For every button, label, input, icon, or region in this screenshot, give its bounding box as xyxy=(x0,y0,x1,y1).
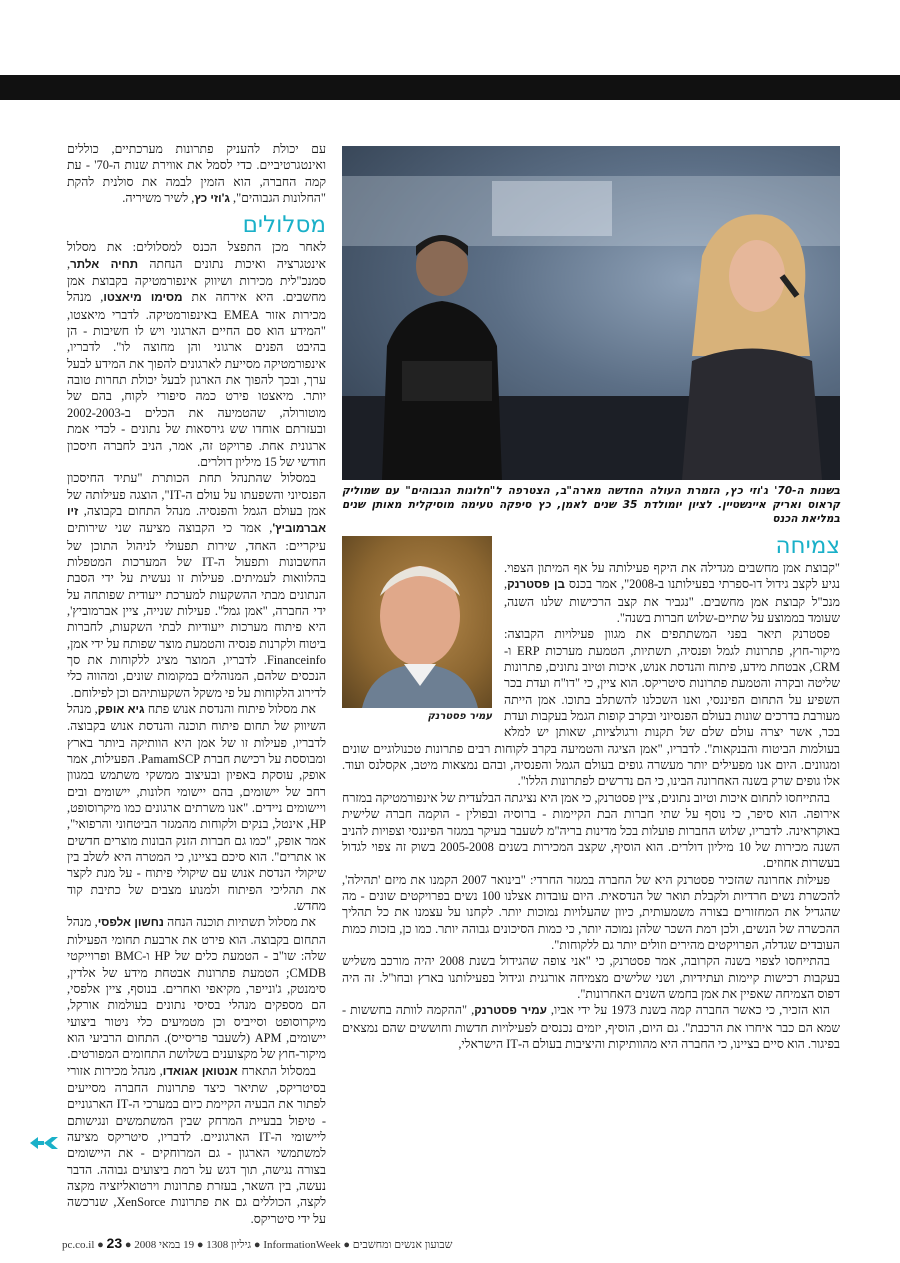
section-heading-growth: צמיחה xyxy=(775,533,840,559)
person-name: ג'וזי כץ xyxy=(194,192,230,206)
person-name: בן פסטרנק xyxy=(507,578,565,592)
paragraph-text: , מנהל מכירות אזורי בסיטריקס, שתיאר כיצד פתרונות החברה מסייעים לפתור את הבעיה הקיימת כיום במערכי ה-IT הארגוניים - טיפול בבעיית המרחק שבין המשתמשים ונגישותם ליישומי ה-IT הארגוניים. לדבריו, סיטריקס מציעה למשתמשי הארגון - גם המרוחקים - את היישומים בצורה נגישה, תוך דגש על רמת ביצועים גבוהה. הדבר נעשה, בין השאר, בעזרת פתרונות וירטואליזציה מקצה לקצה, הכוללים גם את פתרונות XenSorce, שנרכשה על ידי סיטריקס. xyxy=(67,1063,326,1226)
person-name: תחיה אלתר xyxy=(70,257,139,271)
stage-performance-photo xyxy=(342,146,840,480)
paragraph-text: , מנהל התחום בקבוצה. הוא פירט את ארבעת תחומי הפעילות שלה: שו"ב - הטמעת כלים של HP ו-BMC ופרוייקטי CMDB; הטמעת פתרונות אבטחת מידע של אלדין, סימנטק, ג'ונייפר, מקיאפי ואחרים. בנוסף, ציין אלפסי, הם מספקים מנהלי בסיסי נתונים בעולמות אורקל, מיקרוסופט וסייביס וכן מטמיעים כלי ניטור ביצועי יישומים, APM (לשעבר פריסייס). התחום הרביעי הוא מיקור-חוץ של מקצוענים בשלושת התחומים המפורטים. xyxy=(67,915,326,1062)
article-paragraph xyxy=(342,790,840,872)
footer-magazine: InformationWeek xyxy=(263,1239,341,1251)
paragraph-text: בהתייחסו לתחום איכות וטיוב נתונים, ציין פסטרנק, כי אמן היא נציגתה הבלעדית של אינפורמטיקה במזרח אירופה. הוא סיפר, כי נוסף על שתי חברות הבת הקיימות - ברוסיה ובפולין - הוקמה חברה שלישית באוקראינה. לדבריו, שלוש החברות פועלות בכל מדינות בריה"מ לשעבר בעיקר במגזר הפיננסי וצפויות להניב השנה מכירות של 10 מיליון דולרים. הוא הוסיף, שקצב המכירות בשנים 2005-2008 בשוק זה צפוי לגדול בעשרות אחוזים. xyxy=(342,790,840,871)
double-arrow-left-icon xyxy=(30,1136,58,1150)
person-name: נחשון אלפסי xyxy=(97,916,164,930)
footer-separator: ● xyxy=(343,1239,351,1251)
portrait-figure xyxy=(342,536,492,724)
person-name: גיא אופק xyxy=(97,703,145,716)
person-name: זיו אברמוביץ' xyxy=(67,504,326,536)
paragraph-text: , אמר כי הקבוצה מציעה שני שירותים עיקריים: האחד, שירות תפעולי לניהול התוכן של החשבונות ותפעול ה-IT של המערכות המטפלות בהלוואות לעמיתים. פעילות זו נעשית על ידי הסבת הנתונים מבתי ההשקעות למערכת ייעודית שפותחה על ידי החברה, "אמן גמל". פעילות שנייה, ציין אברמוביץ', היא פיתוח מערכות ייעודיות לבתי השקעות, לחברות ביטוח ולקרנות פנסיה והטמעת מוצר שפותח על ידי אמן, Financeinfo. לדבריו, המוצר מציג ללקוחות את סך הנכסים שלהם, המנוהלים במקומות שונים, ומהווה כלי לדירוג הלקוחות על פי משקל השקעותיהם וכן לפילוחם. xyxy=(67,521,326,700)
paragraph-text: , מנהל השיווק של תחום פיתוח תוכנה והנדסת אנוש בקבוצה. לדבריו, פעילות זו של אמן היא הוותיקה ביותר בארץ ומבוססת על רכישת חברת PamamSCP. הפעילות, אמר אופק, עוסקת באפיון ובעיצוב ממשקי משתמש במגוון רחב של יישומים, בהם יישומי חלונות, יישומים ובים ויישומים ניידים. "אנו משרתים ארגונים כמו מיקרוסופט, HP, אינטל, בנקים ולקוחות מהמגזר הביטחוני והרפואי", אמר אופק, "כמו גם חברות הזנק הבונות מוצרים חדשים או אתרים". הוא סיכם בציינו, כי המטרה היא לשלב בין שיקולי הנדסת אנוש עם שיקולי פיתוח - על מנת לקצר את תהליכי הפיתוח ולמנוע מצבים של כתיבת קוד מחדש. xyxy=(67,702,326,914)
section-heading-tracks: מסלולים xyxy=(242,212,326,239)
page-footer xyxy=(62,1235,492,1253)
article-paragraph xyxy=(342,953,840,1002)
article-paragraph xyxy=(67,470,326,701)
paragraph-text: לאחר מכן התפצל הכנס למסלולים: את מסלול אינטגרציה ואיכות נתונים הנחתה xyxy=(67,240,326,271)
person-name: אנטואן אגואדו xyxy=(162,1064,238,1078)
person-name: עמיר פסטרנק xyxy=(474,1004,547,1018)
page-number: 23 xyxy=(106,1235,123,1251)
tracks-section-body xyxy=(67,239,326,1227)
paragraph-text: , לשיר משיריה. xyxy=(122,191,195,206)
portrait-caption: עמיר פסטרנק xyxy=(427,711,492,722)
footer-issue: גיליון 1308 xyxy=(206,1239,252,1251)
paragraph-text: , "ההקמה לוותה בחששות - שמא הם כבר איחרו את הרכבת". גם היום, הוסיף, יזמים נכנסים לפעילויות חדשות וחוששים שהם נמצאים בפיגור. הוא סיים בציינו, כי החברה היא מהוותיקות והיציבות בעולם ה-IT הישראלי, xyxy=(342,1003,840,1051)
article-paragraph xyxy=(67,141,326,207)
right-column xyxy=(342,532,840,1052)
photo-caption: בשנות ה-70' ג'וזי כץ, הזמרת העולה החדשה מארה"ב, הצטרפה ל"חלונות הגבוהים" עם שמוליק קראוס ואריק איינשטיין. לציון יומולדת 35 שנים לאמן, כץ סיפקה טעימה מוסיקלית מאותן שנים במליאת הכנס xyxy=(342,485,840,525)
paragraph-text: את מסלול תשתיות תוכנה הנחה xyxy=(163,915,316,930)
left-column xyxy=(67,141,326,1227)
portrait-illustration xyxy=(342,536,492,708)
paragraph-text: , סמנכ"לית מכירות ושיווק אינפורמטיקה בקבוצת אמן מחשבים. היא אירחה את xyxy=(67,256,326,305)
paragraph-text: , מנכ"ל קבוצת אמן מחשבים. "נגביר את קצב הרכישות שלנו השנה, שעומד בממוצע על שתיים-שלוש חברות בשנה". xyxy=(504,577,840,626)
article-paragraph xyxy=(67,1063,326,1227)
footer-date: 19 במאי 2008 xyxy=(134,1239,195,1251)
paragraph-text: פסטרנק תיאר בפני המשתתפים את מגוון פעילויות הקבוצה: מיקור-חוץ, פתרונות לגמל ופנסיה, תשתיות, הטמעת מערכות ERP ו-CRM, אבטחת מידע, פיתוח והנדסת אנוש, איכות וטיוב נתונים, פתרונות שליטה ובקרה והטמעת פתרונות סיטריקס. הוא ציין, כי "דו"ח ועדת בכר השפיע על התחום הפיננסי, ואנו השכלנו להשתלב בתוכו. אמן הייתה מעורבת בדרכים שונות בעולם הפנסיוני ובקרב קופות הגמל בעקבות ועדת בכר, אשר יצרה עולם שלם של תקנות ורגולציות, שאותן יש למלא בעולמות הביטוח והבנקאות". לדבריו, "אמן הציגה והטמיעה בקרב לקוחות רבים פתרונות טכנולוגיים שונים ומגוונים. היום אנו מפעילים יותר מעשרה גופים בעולם הגמל והפנסיה, ובהם נמצאות מיטב, אקסלנס ועוד. אלו גופים שרק בשנה האחרונה הבינו, כי הם נדרשים לפתרונות הללו". xyxy=(342,627,840,789)
article-paragraph xyxy=(67,701,326,914)
paragraph-text: הוא הזכיר, כי כאשר החברה קמה בשנת 1973 על ידי אביו, xyxy=(546,1003,830,1018)
article-paragraph xyxy=(67,914,326,1062)
paragraph-text: עם יכולת להעניק פתרונות מערכתיים, כוללים ואינטגרטיביים. כדי לסמל את אווירת שנות ה-70' - עת קמה החברה, הוא הזמין לבמה את סולנית להקת "החלונות הגבוהים", xyxy=(67,142,326,206)
person-name: מסימו מיאצטו xyxy=(103,291,183,305)
portrait-photo xyxy=(342,536,492,708)
paragraph-text: "קבוצת אמן מחשבים מגדילה את היקף פעילותה על אף המיתון הצפוי. נגיע לקצב גידול דו-ספרתי בפעילותנו ב-2008", אמר בכנס xyxy=(504,561,841,592)
paragraph-text: בהתייחסו לצפוי בשנה הקרובה, אמר פסטרנק, כי "אני צופה שהגידול בשנת 2008 יהיה מורכב משליש בעקבות רכישות קיימות ועתידיות, ושני שלישים מצמיחה אורגנית וגידול בפעילותנו בארץ ובחו"ל. זה היה דפוס הצמיחה שאפיין את אמן בחמש השנים האחרונות". xyxy=(342,954,840,1001)
article-paragraph xyxy=(342,1002,840,1052)
footer-publication: שבועון אנשים ומחשבים xyxy=(352,1239,453,1251)
paragraph-text: , מנהל מכירות אזור EMEA באינפורמטיקה. לדברי מיאצטו, "המידע הוא סם החיים הארגוני ויש לו חשיבות - הן בהיבט הפנים ארגוני והן מחוצה לו". לדבריו, אינפורמטיקה מסייעת לארגונים להפוך את המידע לבעל ערך, ובכך להפוך את הארגון לבעל יכולת תחרות טובה יותר. מיאצטו פירט כמה סיפורי לקוח, בהם של מוטורולה, שהטמיעה את הכלים ב-2002-2003 ובעזרתם אוחדו שש גירסאות של נתונים - לכדי אמת ארגונית אחת. פרויקט זה, אמר, הניב לחברה חיסכון חודשי של 15 מיליון דולרים. xyxy=(67,290,326,469)
stage-photo-illustration xyxy=(342,146,840,480)
article-paragraph xyxy=(67,239,326,470)
article-paragraph xyxy=(342,872,840,954)
footer-separator: ● xyxy=(97,1239,104,1251)
intro-paragraph xyxy=(67,141,326,207)
paragraph-text: את מסלול פיתוח והנדסת אנוש פתח xyxy=(144,702,316,716)
top-black-bar xyxy=(0,75,900,100)
footer-site: pc.co.il xyxy=(62,1239,95,1251)
paragraph-text: במסלול שהתנהל תחת הכותרת "עתיד החיסכון הפנסיוני והשפעתו על עולם ה-IT", הוצגה פעילותה של אמן בעולם הגמל והפנסיה. מנהל התחום בקבוצה, xyxy=(67,471,326,518)
footer-separator: ● xyxy=(196,1239,204,1251)
paragraph-text: במסלול התארח xyxy=(237,1063,316,1078)
footer-separator: ● xyxy=(124,1239,132,1251)
paragraph-text: פעילות אחרונה שהזכיר פסטרנק היא של החברה במגזר החרדי: "בינואר 2007 הקמנו את מיזם 'תהילה', להכשרת נשים חרדיות ולקבלת תואר של הנדסאית. היום עובדות אצלנו 100 נשים בפרויקטים שונים - מה שהגדיל את המחזורים בצורה משמעותית, כיוון שהעלויות נמוכות יותר. לקחנו על עצמנו את כל תהליך ההכשרה של הנשים, ולכן רמת השכר שלהן נמוכה יותר, כי כמות הסיכונים גבוהה יותר. כמו כן, בזכות כמות העובדים שגדלה, הפרויקטים מהירים וזולים יותר גם ללקוחות". xyxy=(342,872,840,952)
footer-separator: ● xyxy=(253,1239,261,1251)
